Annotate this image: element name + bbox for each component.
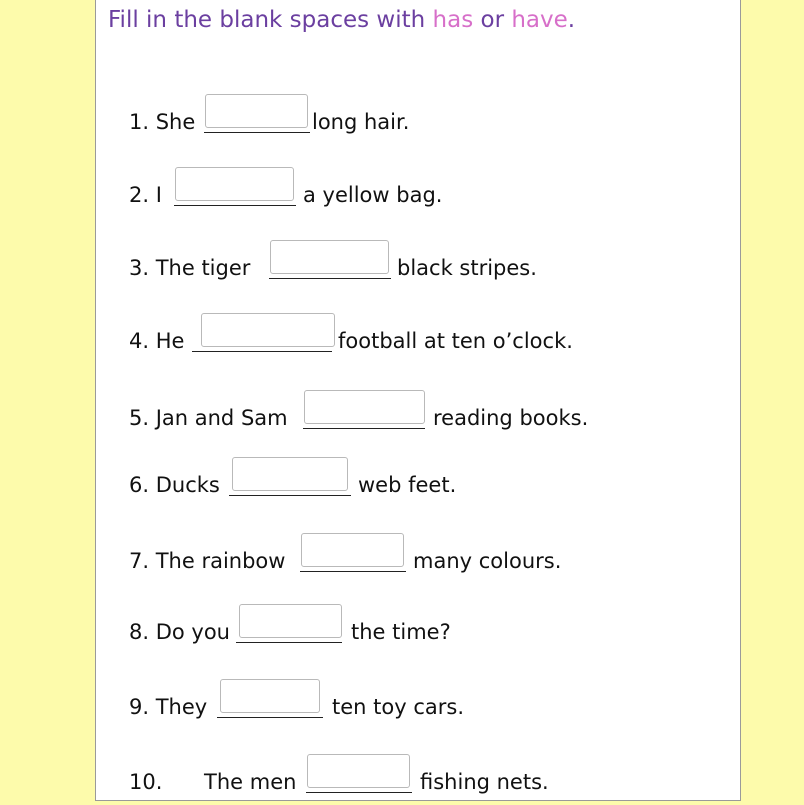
answer-box-10[interactable] xyxy=(307,754,410,788)
title-period: . xyxy=(567,7,576,33)
answer-box-7[interactable] xyxy=(301,533,404,567)
title-word-or: or xyxy=(473,7,512,33)
blank-underline xyxy=(204,132,310,133)
question-2-suffix: a yellow bag. xyxy=(303,183,443,207)
question-9-prefix: 9. They xyxy=(129,695,208,719)
title-word-have: have xyxy=(511,7,568,33)
worksheet xyxy=(95,0,741,801)
blank-underline xyxy=(192,351,332,352)
question-8-prefix: 8. Do you xyxy=(129,620,230,644)
question-7-suffix: many colours. xyxy=(413,549,562,573)
question-10-suffix: fishing nets. xyxy=(420,770,549,794)
question-1-prefix: 1. She xyxy=(129,110,196,134)
answer-box-3[interactable] xyxy=(270,240,389,274)
blank-underline xyxy=(269,278,391,279)
answer-box-6[interactable] xyxy=(232,457,348,491)
question-3-suffix: black stripes. xyxy=(397,256,537,280)
instructions-title xyxy=(108,7,575,33)
question-7-prefix: 7. The rainbow xyxy=(129,549,286,573)
answer-box-4[interactable] xyxy=(201,313,335,347)
question-10-number: 10. xyxy=(129,770,163,794)
question-4-suffix: football at ten o’clock. xyxy=(338,329,573,353)
title-prefix: Fill in the blank spaces with xyxy=(108,7,433,33)
blank-underline xyxy=(303,428,425,429)
question-6-prefix: 6. Ducks xyxy=(129,473,220,497)
question-5-prefix: 5. Jan and Sam xyxy=(129,406,288,430)
blank-underline xyxy=(229,495,351,496)
blank-underline xyxy=(217,717,323,718)
question-5-suffix: reading books. xyxy=(433,406,589,430)
blank-underline xyxy=(236,642,342,643)
answer-box-9[interactable] xyxy=(220,679,320,713)
question-9-suffix: ten toy cars. xyxy=(332,695,464,719)
answer-box-8[interactable] xyxy=(239,604,342,638)
question-10-prefix: The men xyxy=(204,770,297,794)
title-word-has: has xyxy=(432,7,474,33)
question-2-prefix: 2. I xyxy=(129,183,162,207)
blank-underline xyxy=(306,792,412,793)
blank-underline xyxy=(300,571,406,572)
question-3-prefix: 3. The tiger xyxy=(129,256,251,280)
question-8-suffix: the time? xyxy=(351,620,451,644)
answer-box-2[interactable] xyxy=(175,167,294,201)
answer-box-5[interactable] xyxy=(304,390,425,424)
question-4-prefix: 4. He xyxy=(129,329,185,353)
question-1-suffix: long hair. xyxy=(312,110,410,134)
blank-underline xyxy=(174,205,296,206)
answer-box-1[interactable] xyxy=(205,94,308,128)
question-6-suffix: web feet. xyxy=(358,473,457,497)
